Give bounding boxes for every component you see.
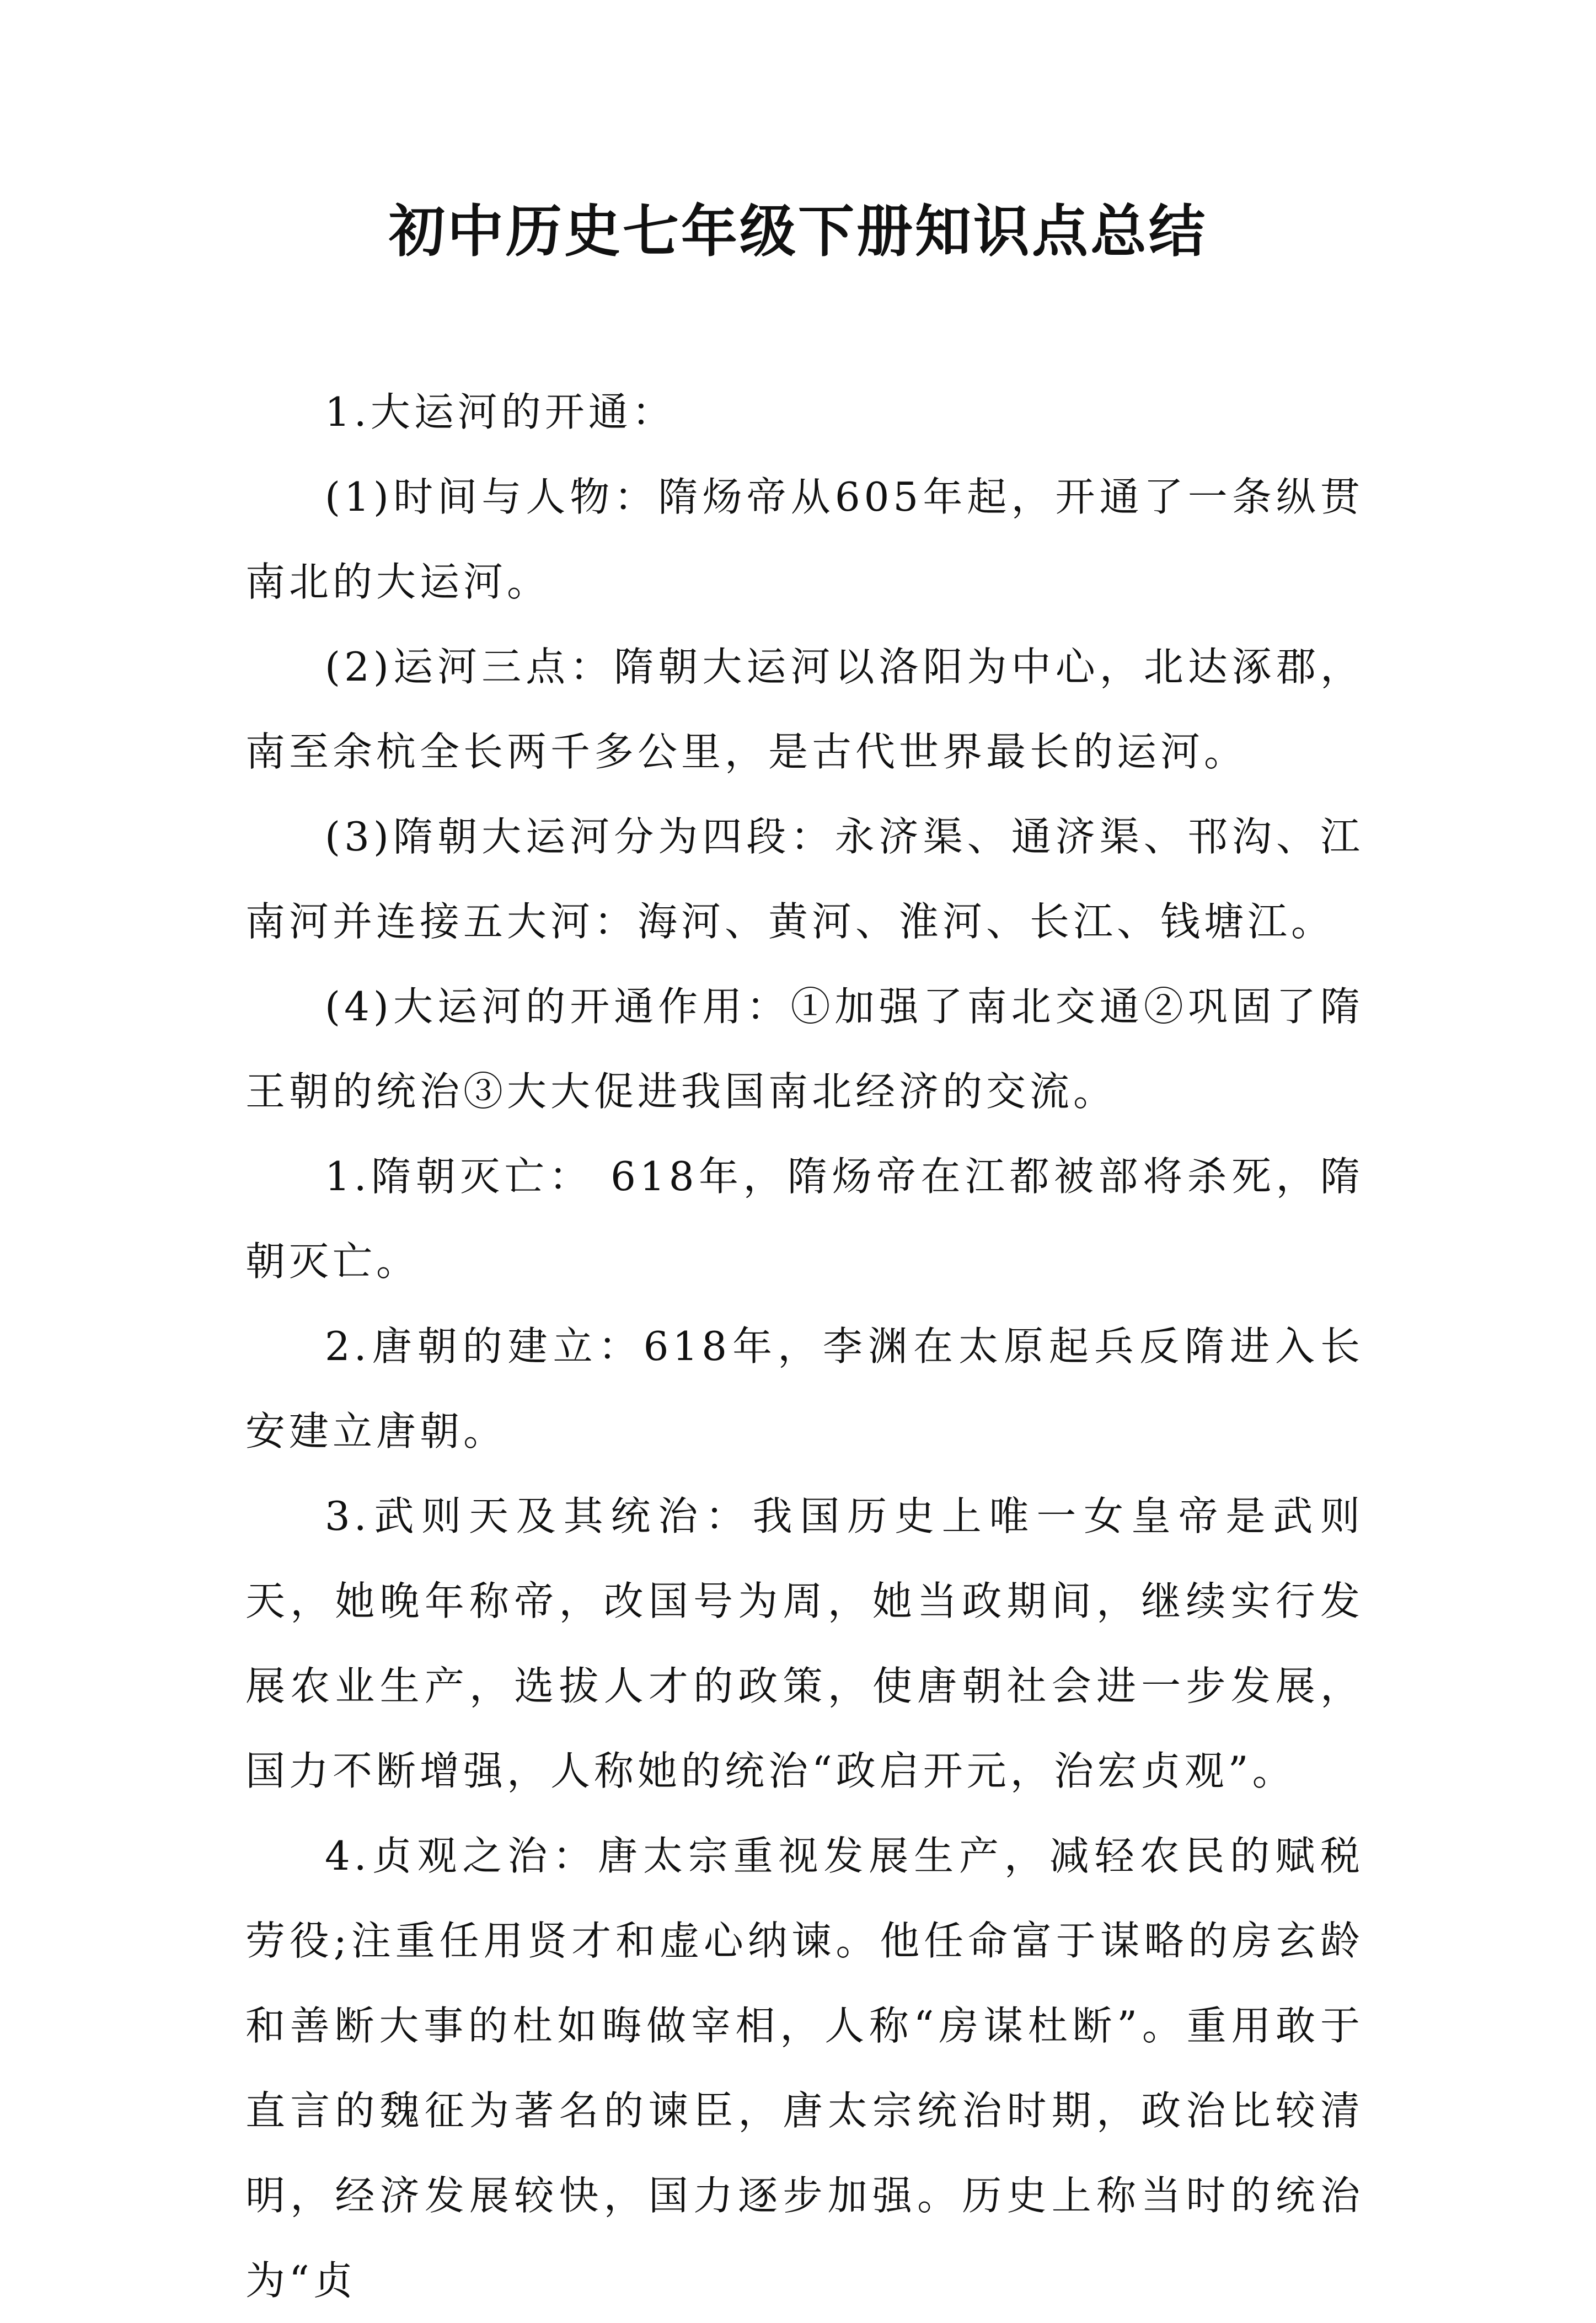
paragraph-2: (1)时间与人物：隋炀帝从605年起，开通了一条纵贯南北的大运河。	[245, 474, 1364, 605]
paragraph-6: 1.隋朝灭亡： 618年，隋炀帝在江都被部将杀死，隋朝灭亡。	[245, 1153, 1364, 1284]
paragraph-3: (2)运河三点：隋朝大运河以洛阳为中心，北达涿郡，南至余杭全长两千多公里，是古代世界最长的运河。	[245, 644, 1364, 775]
document-body	[245, 370, 1364, 2323]
paragraph-7: 2.唐朝的建立：618年，李渊在太原起兵反隋进入长安建立唐朝。	[245, 1323, 1364, 1454]
paragraph-8: 3.武则天及其统治：我国历史上唯一女皇帝是武则天，她晚年称帝，改国号为周，她当政期间，继续实行发展农业生产，选拔人才的政策，使唐朝社会进一步发展，国力不断增强，人称她的统治“政启开元，治宏贞观”。	[245, 1493, 1364, 1794]
paragraph-4: (3)隋朝大运河分为四段：永济渠、通济渠、邗沟、江南河并连接五大河：海河、黄河、淮河、长江、钱塘江。	[245, 813, 1364, 945]
paragraph-1: 1.大运河的开通：	[325, 389, 676, 435]
paragraph-5: (4)大运河的开通作用：①加强了南北交通②巩固了隋王朝的统治③大大促进我国南北经济的交流。	[245, 983, 1364, 1115]
document-title: 初中历史七年级下册知识点总结	[389, 199, 1207, 265]
paragraph-9: 4.贞观之治：唐太宗重视发展生产，减轻农民的赋税劳役;注重任用贤才和虚心纳谏。他任命富于谋略的房玄龄和善断大事的杜如晦做宰相，人称“房谋杜断”。重用敢于直言的魏征为著名的谏臣，唐太宗统治时期，政治比较清明，经济发展较快，国力逐步加强。历史上称当时的统治为“贞	[245, 1833, 1364, 2304]
